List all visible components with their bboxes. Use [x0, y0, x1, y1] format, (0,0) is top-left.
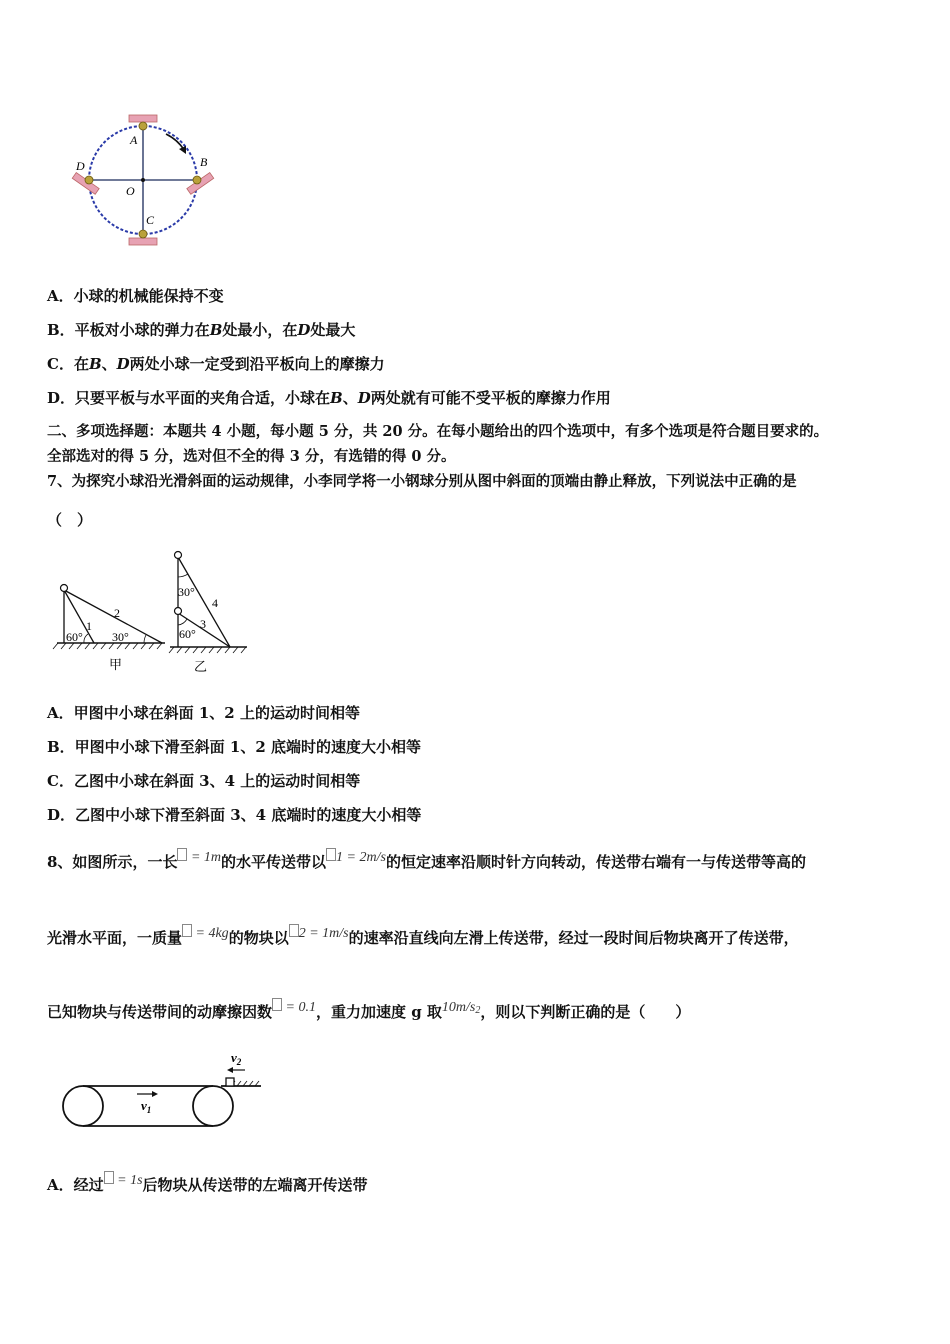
q6-option-a: A．小球的机械能保持不变 — [47, 287, 224, 305]
label-o: O — [126, 184, 135, 198]
figure-circle-plates — [62, 110, 232, 250]
yi-angle-top: 30° — [178, 585, 195, 599]
jia-label-2: 2 — [114, 606, 120, 620]
q7-paren: （ ） — [47, 511, 93, 529]
figure-conveyor — [55, 1040, 275, 1135]
yi-angle-mid: 60° — [179, 627, 196, 641]
q8-line1: 8、如图所示，一长 = 1m的水平传送带以 1 = 2m/s的恒定速率沿顺时针方向转动，传送带右端有一与传送带等高的 — [47, 850, 806, 871]
section-heading-line1: 二、多项选择题：本题共 4 小题，每小题 5 分，共 20 分。在每小题给出的四个选项中，有多个选项是符合题目要求的。 — [47, 423, 829, 440]
section-heading-line2: 全部选对的得 5 分，选对但不全的得 3 分，有选错的得 0 分。 — [47, 448, 456, 465]
v1-label: $v_1$ — [141, 1098, 152, 1115]
q7-option-d: D．乙图中小球下滑至斜面 3、4 底端时的速度大小相等 — [47, 806, 422, 824]
label-a: A — [130, 133, 138, 147]
q7-option-a: A．甲图中小球在斜面 1、2 上的运动时间相等 — [47, 704, 360, 722]
q6-option-d: D．只要平板与水平面的夹角合适，小球在B、D两处就有可能不受平板的摩擦力作用 — [47, 389, 611, 407]
label-b: B — [200, 155, 208, 169]
yi-caption: 乙 — [194, 659, 208, 674]
v2-label: $v_2$ — [231, 1050, 242, 1067]
jia-label-1: 1 — [86, 619, 92, 633]
q7-option-c: C．乙图中小球在斜面 3、4 上的运动时间相等 — [47, 772, 361, 790]
q6-option-b: B．平板对小球的弹力在B处最小，在D处最大 — [47, 321, 356, 339]
label-c: C — [146, 213, 155, 227]
q7-stem: 7、为探究小球沿光滑斜面的运动规律，小李同学将一小钢球分别从图中斜面的顶端由静止释放，下列说法中正确的是 — [47, 473, 797, 490]
q8-option-a: A．经过 = 1s后物块从传送带的左端离开传送带 — [47, 1173, 368, 1194]
jia-angle-left: 60° — [66, 630, 83, 644]
q6-option-c: C．在B、D两处小球一定受到沿平板向上的摩擦力 — [47, 355, 385, 373]
label-d: D — [76, 159, 85, 173]
yi-label-4: 4 — [212, 596, 218, 610]
figure-inclines — [52, 545, 252, 675]
yi-label-3: 3 — [200, 617, 206, 631]
jia-angle-right: 30° — [112, 630, 129, 644]
jia-caption: 甲 — [109, 657, 123, 672]
q7-option-b: B．甲图中小球下滑至斜面 1、2 底端时的速度大小相等 — [47, 738, 421, 756]
q8-line3: 已知物块与传送带间的动摩擦因数 = 0.1，重力加速度 g 取$10m/s^2$，则以下判断正确的是（ ） — [47, 1000, 691, 1021]
q8-line2: 光滑水平面，一质量 = 4kg的物块以 2 = 1m/s的速率沿直线向左滑上传送带，经过一段时间后物块离开了传送带， — [47, 926, 799, 947]
